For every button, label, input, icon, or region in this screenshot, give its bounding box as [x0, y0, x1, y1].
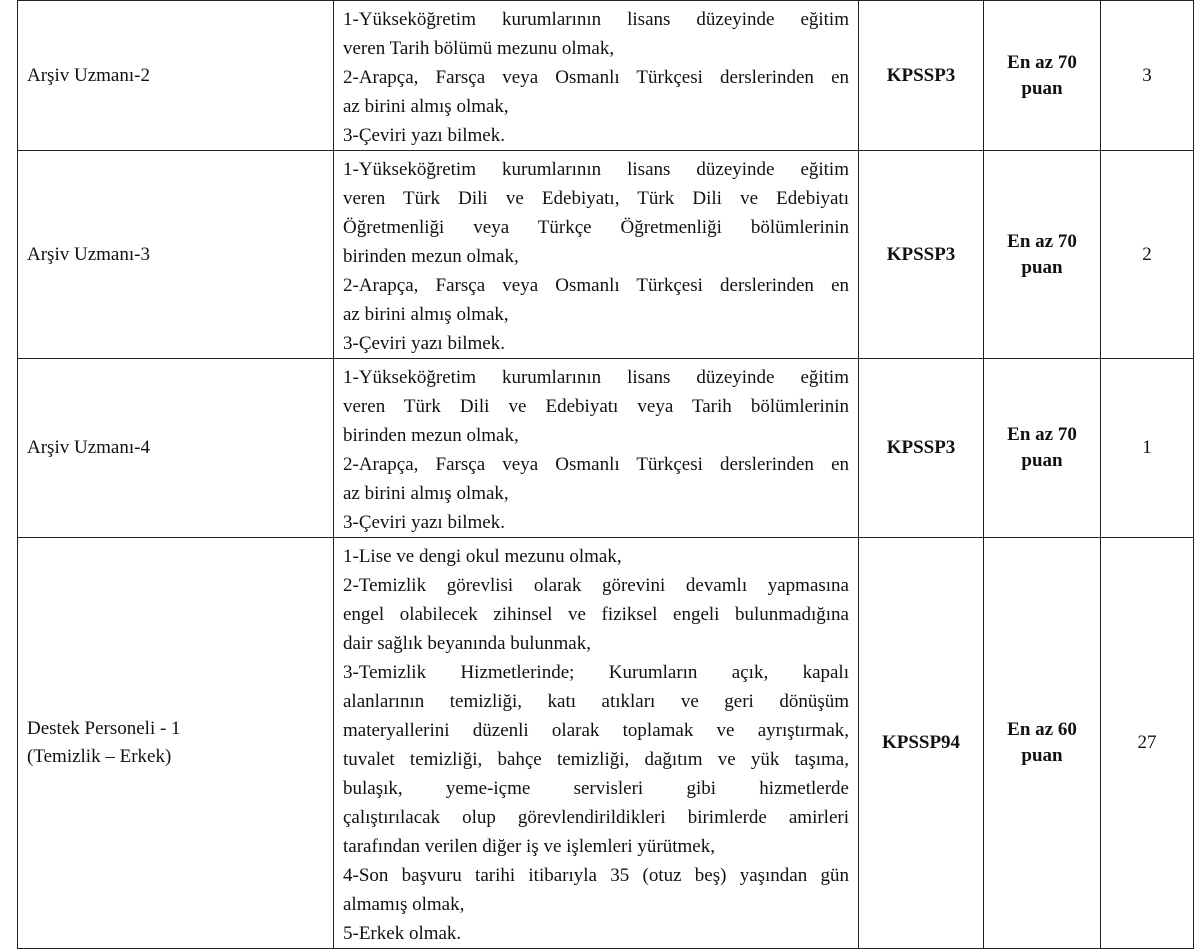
requirement-line: 1-Yükseköğretim kurumlarının lisans düzeyinde eğitim	[343, 9, 849, 30]
exam-type: KPSSP3	[859, 359, 984, 538]
position-cell	[18, 538, 334, 949]
requirement-line: 1-Lise ve dengi okul mezunu olmak,	[343, 546, 622, 567]
requirement-line: 2-Temizlik görevlisi olarak görevini devamlı yapmasına	[343, 575, 849, 596]
position-count: 1	[1101, 359, 1194, 538]
requirement-line: veren Tarih bölümü mezunu olmak,	[343, 38, 615, 59]
position-count: 27	[1101, 538, 1194, 949]
position-name: Arşiv Uzmanı-3	[27, 243, 150, 265]
requirement-line: 3-Çeviri yazı bilmek.	[343, 512, 505, 533]
requirement-line: 3-Çeviri yazı bilmek.	[343, 333, 505, 354]
position-name: Destek Personeli - 1	[27, 718, 181, 739]
exam-type: KPSSP3	[859, 1, 984, 151]
requirement-line: birinden mezun olmak,	[343, 246, 519, 267]
requirements-cell	[334, 1, 859, 151]
exam-type: KPSSP3	[859, 151, 984, 359]
requirement-line: materyallerini düzenli olarak toplamak ve ayrıştırmak,	[343, 720, 849, 741]
requirement-line: Öğretmenliği veya Türkçe Öğretmenliği bölümlerinin	[343, 217, 849, 238]
position-name: Arşiv Uzmanı-2	[27, 64, 150, 86]
table-row	[18, 359, 1194, 538]
position-count: 3	[1101, 1, 1194, 151]
requirement-line: 5-Erkek olmak.	[343, 923, 462, 944]
table-row	[18, 538, 1194, 949]
position-cell	[18, 359, 334, 538]
requirement-line: 2-Arapça, Farsça veya Osmanlı Türkçesi derslerinden en	[343, 67, 849, 88]
requirement-line: birinden mezun olmak,	[343, 425, 519, 446]
requirement-line: az birini almış olmak,	[343, 483, 509, 504]
position-name: Arşiv Uzmanı-4	[27, 437, 150, 458]
requirement-line: çalıştırılacak olup görevlendirildikleri birimlerde amirleri	[343, 807, 849, 828]
min-score-line: En az 70	[1007, 230, 1077, 252]
requirement-line: 2-Arapça, Farsça veya Osmanlı Türkçesi derslerinden en	[343, 275, 849, 296]
requirement-line: 1-Yükseköğretim kurumlarının lisans düzeyinde eğitim	[343, 159, 849, 180]
min-score-cell	[984, 359, 1101, 538]
min-score-line: puan	[1021, 745, 1063, 766]
min-score-line: En az 70	[1007, 424, 1077, 445]
position-cell	[18, 1, 334, 151]
requirement-line: 2-Arapça, Farsça veya Osmanlı Türkçesi derslerinden en	[343, 454, 849, 475]
position-subtitle: (Temizlik – Erkek)	[27, 746, 172, 767]
table-row	[18, 151, 1194, 359]
min-score-line: puan	[1021, 450, 1063, 471]
requirement-line: bulaşık, yeme-içme servisleri gibi hizmetlerde	[343, 778, 849, 799]
table-row	[18, 1, 1194, 151]
requirement-line: tarafından verilen diğer iş ve işlemleri yürütmek,	[343, 836, 715, 857]
requirement-line: 1-Yükseköğretim kurumlarının lisans düzeyinde eğitim	[343, 367, 849, 388]
min-score-line: En az 60	[1007, 719, 1077, 740]
position-count: 2	[1101, 151, 1194, 359]
min-score-line: puan	[1021, 256, 1063, 278]
requirement-line: engel olabilecek zihinsel ve fiziksel engeli bulunmadığına	[343, 604, 849, 625]
requirement-line: 3-Çeviri yazı bilmek.	[343, 125, 505, 146]
position-cell	[18, 151, 334, 359]
requirements-cell	[334, 538, 859, 949]
requirement-line: 3-Temizlik Hizmetlerinde; Kurumların açık, kapalı	[343, 662, 849, 683]
min-score-cell	[984, 538, 1101, 949]
min-score-cell	[984, 1, 1101, 151]
min-score-cell	[984, 151, 1101, 359]
exam-type: KPSSP94	[859, 538, 984, 949]
requirement-line: almamış olmak,	[343, 894, 465, 915]
requirements-cell	[334, 151, 859, 359]
requirement-line: az birini almış olmak,	[343, 304, 509, 325]
requirement-line: dair sağlık beyanında bulunmak,	[343, 633, 591, 654]
requirement-line: az birini almış olmak,	[343, 96, 509, 117]
requirement-line: alanlarının temizliği, katı atıkları ve geri dönüşüm	[343, 691, 849, 712]
min-score-line: puan	[1021, 77, 1063, 99]
requirement-line: veren Türk Dili ve Edebiyatı veya Tarih bölümlerinin	[343, 396, 849, 417]
positions-table	[17, 0, 1194, 949]
requirement-line: veren Türk Dili ve Edebiyatı, Türk Dili ve Edebiyatı	[343, 188, 849, 209]
requirements-cell	[334, 359, 859, 538]
min-score-line: En az 70	[1007, 51, 1077, 73]
requirement-line: tuvalet temizliği, bahçe temizliği, dağıtım ve yük taşıma,	[343, 749, 849, 770]
requirement-line: 4-Son başvuru tarihi itibarıyla 35 (otuz beş) yaşından gün	[343, 865, 849, 886]
